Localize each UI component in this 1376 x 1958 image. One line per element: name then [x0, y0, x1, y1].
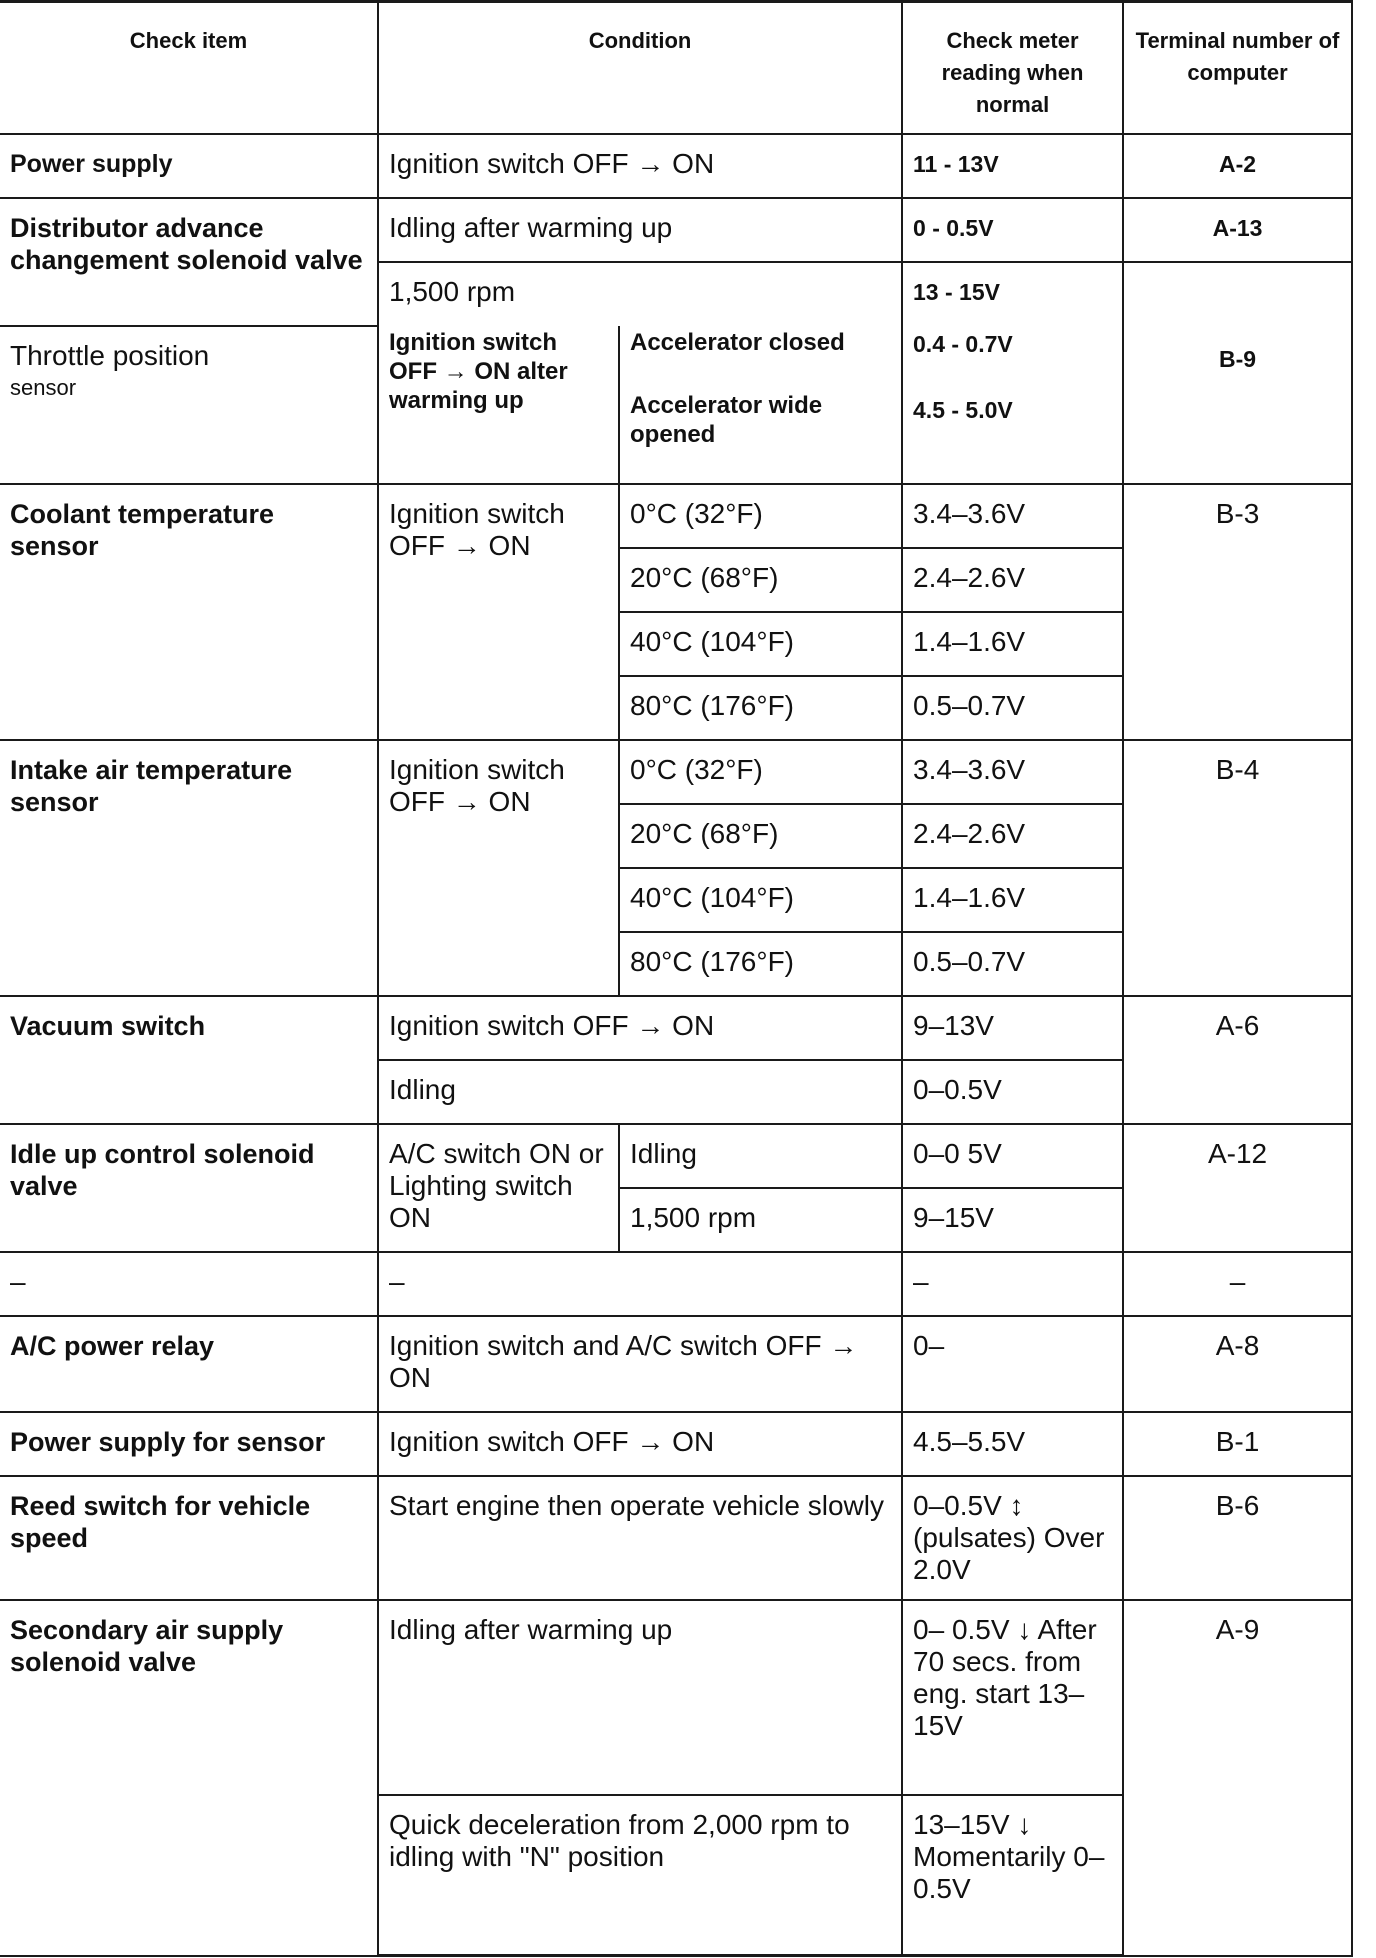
- reading-cell: 11 - 13V: [902, 134, 1123, 198]
- reading-cell: 0– 0.5V ↓ After 70 secs. from eng. start 13–15V: [902, 1600, 1123, 1795]
- terminal-cell: B-6: [1123, 1476, 1352, 1600]
- reading-cell: 2.4–2.6V: [902, 548, 1123, 612]
- subcondition-cell: Idling: [619, 1124, 902, 1188]
- reading-cell: –: [902, 1252, 1123, 1316]
- item-cell: Vacuum switch: [0, 996, 378, 1124]
- condition-cell: Idling: [378, 1060, 902, 1124]
- condition-cell: Ignition switch OFF → ON: [378, 740, 619, 996]
- reading-cell: 13 - 15V: [902, 262, 1123, 326]
- table-row: [0, 1600, 1352, 1795]
- temp-cell: 80°C (176°F): [619, 676, 902, 740]
- table-row: [0, 1316, 1352, 1412]
- table-row: [0, 134, 1352, 198]
- condition-cell: Idling after warming up: [378, 198, 902, 262]
- terminal-cell: A-12: [1123, 1124, 1352, 1252]
- reading-cell: 0.5–0.7V: [902, 932, 1123, 996]
- condition-cell: –: [378, 1252, 902, 1316]
- table-row: [0, 1252, 1352, 1316]
- item-cell: Intake air temperature sensor: [0, 740, 378, 996]
- item-cell: Reed switch for vehicle speed: [0, 1476, 378, 1600]
- condition-cell: A/C switch ON or Lighting switch ON: [378, 1124, 619, 1252]
- temp-cell: 20°C (68°F): [619, 804, 902, 868]
- header-row: [0, 2, 1352, 134]
- reading-cell: 1.4–1.6V: [902, 612, 1123, 676]
- header-condition: Condition: [378, 2, 902, 134]
- terminal-cell: B-1: [1123, 1412, 1352, 1476]
- header-reading: Check meter reading when normal: [902, 2, 1123, 134]
- reading-cell: 3.4–3.6V: [902, 740, 1123, 804]
- terminal-cell: B-4: [1123, 740, 1352, 996]
- item-cell: Power supply for sensor: [0, 1412, 378, 1476]
- table-row: [0, 996, 1352, 1060]
- item-cell: [0, 326, 378, 484]
- subcondition-cell: 1,500 rpm: [619, 1188, 902, 1252]
- temp-cell: 0°C (32°F): [619, 484, 902, 548]
- item-cell: –: [0, 1252, 378, 1316]
- temp-cell: 20°C (68°F): [619, 548, 902, 612]
- temp-cell: 80°C (176°F): [619, 932, 902, 996]
- item-sublabel: sensor: [10, 374, 77, 400]
- reading-cell: 9–15V: [902, 1188, 1123, 1252]
- reading-cell: 13–15V ↓ Momentarily 0–0.5V: [902, 1795, 1123, 1956]
- accelerator-closed-label: Accelerator closed: [630, 328, 845, 356]
- reading-cell: 2.4–2.6V: [902, 804, 1123, 868]
- terminal-cell: B-3: [1123, 484, 1352, 740]
- item-cell: A/C power relay: [0, 1316, 378, 1412]
- wide-reading: 4.5 - 5.0V: [913, 396, 1013, 423]
- condition-cell: Quick deceleration from 2,000 rpm to idling with "N" position: [378, 1795, 902, 1956]
- terminal-cell: A-8: [1123, 1316, 1352, 1412]
- terminal-cell: B-9: [1123, 262, 1352, 484]
- condition-cell: Ignition switch OFF → ON: [378, 484, 619, 740]
- reading-cell: 9–13V: [902, 996, 1123, 1060]
- subcondition-cell: [619, 326, 902, 484]
- temp-cell: 0°C (32°F): [619, 740, 902, 804]
- condition-cell: Start engine then operate vehicle slowly: [378, 1476, 902, 1600]
- item-cell: Idle up control solenoid valve: [0, 1124, 378, 1252]
- item-cell: Secondary air supply solenoid valve: [0, 1600, 378, 1956]
- item-cell: Coolant temperature sensor: [0, 484, 378, 740]
- table-row: [0, 198, 1352, 262]
- reading-cell: 0–0.5V ↕ (pulsates) Over 2.0V: [902, 1476, 1123, 1600]
- terminal-cell: A-6: [1123, 996, 1352, 1124]
- condition-cell: Ignition switch OFF → ON alter warming up: [378, 326, 619, 484]
- reading-cell: 0–0 5V: [902, 1124, 1123, 1188]
- reading-cell: 1.4–1.6V: [902, 868, 1123, 932]
- condition-cell: Ignition switch OFF → ON: [378, 996, 902, 1060]
- closed-reading: 0.4 - 0.7V: [913, 330, 1013, 357]
- item-cell: Distributor advance changement solenoid valve: [0, 198, 378, 326]
- item-label: Throttle position: [10, 339, 210, 371]
- temp-cell: 40°C (104°F): [619, 868, 902, 932]
- reading-cell: [902, 326, 1123, 484]
- terminal-cell: A-13: [1123, 198, 1352, 262]
- item-cell: Power supply: [0, 134, 378, 198]
- reading-cell: 0–: [902, 1316, 1123, 1412]
- table-row: [0, 484, 1352, 548]
- condition-cell: Idling after warming up: [378, 1600, 902, 1795]
- terminal-cell: –: [1123, 1252, 1352, 1316]
- reading-cell: 3.4–3.6V: [902, 484, 1123, 548]
- terminal-cell: A-2: [1123, 134, 1352, 198]
- reading-cell: 4.5–5.5V: [902, 1412, 1123, 1476]
- accelerator-wide-label: Accelerator wide opened: [630, 391, 823, 448]
- terminal-cell: A-9: [1123, 1600, 1352, 1956]
- table-row: [0, 1124, 1352, 1188]
- header-terminal: Terminal number of computer: [1123, 2, 1352, 134]
- condition-cell: 1,500 rpm: [378, 262, 902, 326]
- condition-cell: Ignition switch OFF → ON: [378, 1412, 902, 1476]
- condition-cell: Ignition switch OFF → ON: [378, 134, 902, 198]
- table-row: [0, 740, 1352, 804]
- table-row: [0, 1476, 1352, 1600]
- reading-cell: 0–0.5V: [902, 1060, 1123, 1124]
- reading-cell: 0 - 0.5V: [902, 198, 1123, 262]
- condition-cell: Ignition switch and A/C switch OFF → ON: [378, 1316, 902, 1412]
- reading-cell: 0.5–0.7V: [902, 676, 1123, 740]
- header-check-item: Check item: [0, 2, 378, 134]
- temp-cell: 40°C (104°F): [619, 612, 902, 676]
- table-row: [0, 1412, 1352, 1476]
